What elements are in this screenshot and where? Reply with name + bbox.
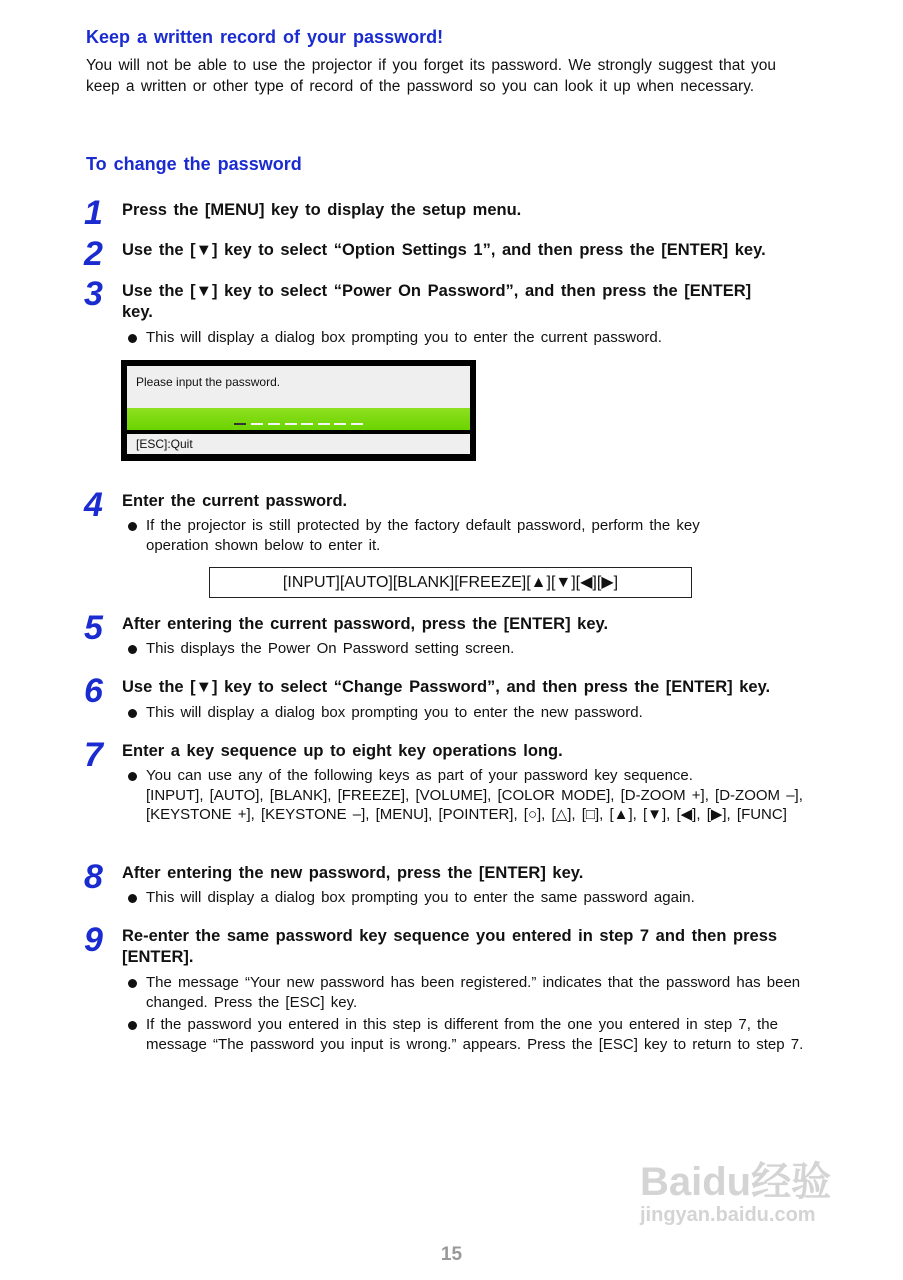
password-dialog-screenshot bbox=[121, 360, 476, 461]
bullet-item bbox=[128, 1015, 806, 1054]
bullet-text: You can use any of the following keys as part of your password key sequence. bbox=[146, 767, 693, 784]
bullet-text: The message “Your new password has been registered.” indicates that the password has been changed. Press the [ESC] key. bbox=[146, 974, 801, 1011]
step-number: 1 bbox=[84, 194, 103, 232]
password-slot bbox=[268, 423, 280, 425]
bullet-item bbox=[128, 973, 806, 1012]
bullet-item bbox=[128, 766, 806, 825]
bullet-icon bbox=[128, 645, 137, 654]
step-title: Enter a key sequence up to eight key operations long. bbox=[122, 742, 563, 760]
password-slot bbox=[301, 423, 313, 425]
bullet-text: This will display a dialog box prompting you to enter the current password. bbox=[146, 329, 662, 346]
dialog-prompt-area bbox=[127, 366, 470, 408]
password-slot bbox=[318, 423, 330, 425]
page-number: 15 bbox=[440, 1244, 463, 1265]
step-number: 4 bbox=[84, 486, 103, 524]
dialog-prompt: Please input the password. bbox=[136, 375, 281, 389]
step-title: Press the [MENU] key to display the setup menu. bbox=[122, 201, 522, 219]
step-title: Use the [▼] key to select “Change Password”, and then press the [ENTER] key. bbox=[122, 678, 771, 696]
step-title: Re-enter the same password key sequence you entered in step 7 and then press [ENTER]. bbox=[122, 927, 778, 966]
heading-change-password: To change the password bbox=[86, 154, 302, 174]
step-number: 5 bbox=[84, 609, 103, 647]
password-slot-filled bbox=[234, 423, 246, 425]
paragraph-keep-record: You will not be able to use the projector if you forget its password. We strongly suggest that you keep a written or other type of record of the password so you can look it up when necessary. bbox=[86, 57, 776, 95]
step-title: Use the [▼] key to select “Option Settings 1”, and then press the [ENTER] key. bbox=[122, 241, 766, 259]
bullet-text: This will display a dialog box prompting you to enter the new password. bbox=[146, 704, 643, 721]
bullet-item bbox=[128, 888, 826, 908]
password-slot bbox=[351, 423, 363, 425]
bullet-text: If the projector is still protected by the factory default password, perform the key operation shown below to enter it. bbox=[146, 517, 700, 554]
password-slot bbox=[251, 423, 263, 425]
step-number: 7 bbox=[84, 736, 103, 774]
step-number: 8 bbox=[84, 858, 103, 896]
bullet-icon bbox=[128, 334, 137, 343]
bullet-icon bbox=[128, 709, 137, 718]
dialog-footer-text: [ESC]:Quit bbox=[136, 437, 193, 451]
heading-keep-record: Keep a written record of your password! bbox=[86, 27, 444, 47]
bullet-icon bbox=[128, 522, 137, 531]
dialog-footer bbox=[127, 434, 470, 454]
step-number: 6 bbox=[84, 672, 103, 710]
key-list: [INPUT], [AUTO], [BLANK], [FREEZE], [VOLUME], [COLOR MODE], [D-ZOOM +], [D-ZOOM –], [KEYSTONE +], [KEYSTONE –], [MENU], [POINTER], [○], [△], [□], [▲], [▼], [◀], [▶], [FUNC] bbox=[146, 786, 803, 823]
bullet-icon bbox=[128, 1021, 137, 1030]
password-slot bbox=[285, 423, 297, 425]
step-number: 9 bbox=[84, 921, 103, 959]
bullet-text: This displays the Power On Password setting screen. bbox=[146, 640, 515, 657]
bullet-icon bbox=[128, 979, 137, 988]
watermark-url: jingyan.baidu.com bbox=[640, 1204, 816, 1226]
password-entry-bar bbox=[127, 408, 470, 430]
bullet-text: If the password you entered in this step is different from the one you entered in step 7, the message “The password you input is wrong.” appears. Press the [ESC] key to return to step 7. bbox=[146, 1016, 804, 1053]
bullet-icon bbox=[128, 894, 137, 903]
step-number: 2 bbox=[84, 235, 103, 273]
step-title: After entering the new password, press the [ENTER] key. bbox=[122, 864, 584, 882]
password-slot bbox=[334, 423, 346, 425]
bullet-item bbox=[128, 703, 826, 723]
bullet-item bbox=[128, 639, 826, 659]
default-password-box: [INPUT][AUTO][BLANK][FREEZE][▲][▼][◀][▶] bbox=[209, 567, 692, 598]
bullet-icon bbox=[128, 772, 137, 781]
step-title: After entering the current password, press the [ENTER] key. bbox=[122, 615, 609, 633]
bullet-item bbox=[128, 328, 826, 348]
step-title: Enter the current password. bbox=[122, 492, 348, 510]
watermark-logo: Baidu经验 bbox=[640, 1160, 832, 1204]
baidu-watermark bbox=[640, 1160, 831, 1227]
step-number: 3 bbox=[84, 275, 103, 313]
bullet-item bbox=[128, 516, 746, 555]
bullet-text: This will display a dialog box prompting you to enter the same password again. bbox=[146, 889, 695, 906]
step-title: Use the [▼] key to select “Power On Password”, and then press the [ENTER] key. bbox=[122, 282, 752, 321]
